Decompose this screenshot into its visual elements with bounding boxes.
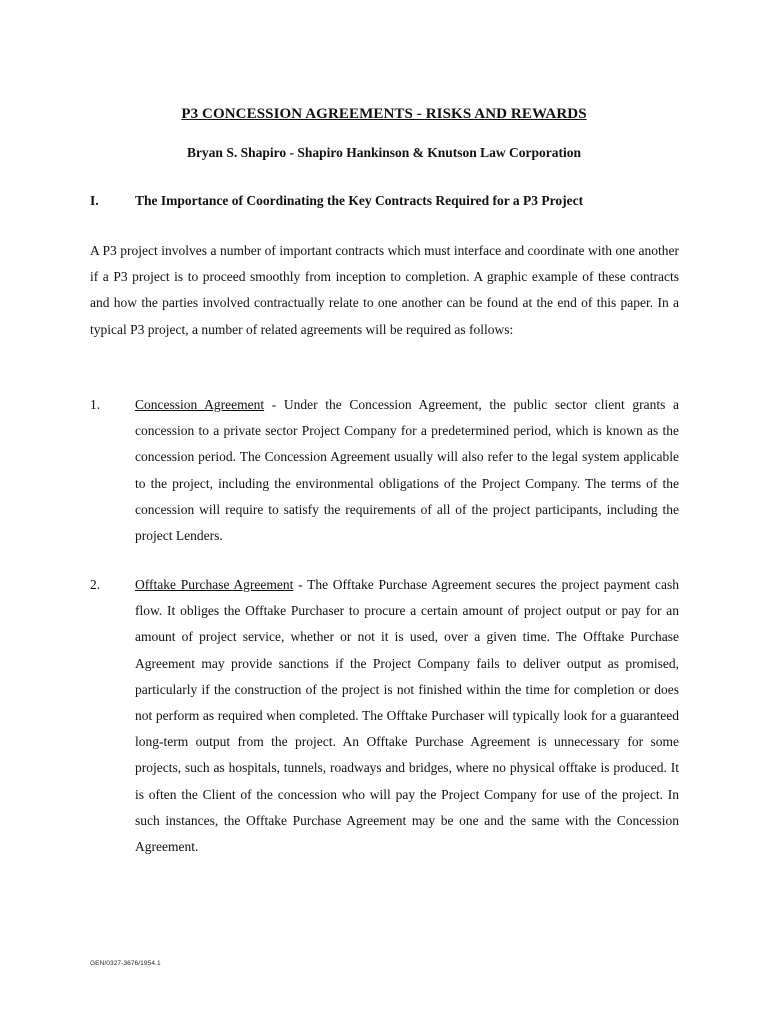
author-line: Bryan S. Shapiro - Shapiro Hankinson & Knutson Law Corporation (186, 145, 582, 160)
list-item-text: - Under the Concession Agreement, the public sector client grants a concession to a private sector Project Company for a predetermined period, which is known as the concession period. The Concession Agreement usually will also refer to the legal system applicable to the project, including the environmental obligations of the Project Company. The terms of the concession will require to satisfy the requirements of all of the project participants, including the project Lenders. (135, 397, 679, 544)
document-title: P3 CONCESSION AGREEMENTS - RISKS AND REWARDS (181, 106, 587, 122)
list-item-number: 1. (90, 397, 101, 412)
list-item-term: Offtake Purchase Agreement (135, 577, 294, 592)
list-item-text: - The Offtake Purchase Agreement secures the project payment cash flow. It obliges the Offtake Purchaser to procure a certain amount of project output or pay for an amount of project service, whether or not it is used, over a given time. The Offtake Purchase Agreement may provide sanctions if the Project Company fails to deliver output as promised, particularly if the construction of the project is not finished within the time for completion or does not perform as required when completed. The Offtake Purchaser will typically look for a guaranteed long-term output from the project. An Offtake Purchase Agreement is unnecessary for some projects, such as hospitals, tunnels, roadways and bridges, where no physical offtake is produced. It is often the Client of the concession who will pay the Project Company for use of the project. In such instances, the Offtake Purchase Agreement may be one and the same with the Concession Agreement. (135, 577, 679, 855)
section-number: I. (90, 193, 99, 208)
list-item (90, 392, 679, 549)
list-item-number: 2. (90, 577, 101, 592)
list-item-body (135, 572, 679, 860)
list-item-term: Concession Agreement (135, 397, 265, 412)
section-heading-text: The Importance of Coordinating the Key Contracts Required for a P3 Project (135, 193, 584, 208)
intro-paragraph: A P3 project involves a number of important contracts which must interface and coordinate with one another if a P3 project is to proceed smoothly from inception to completion. A graphic example of these contracts and how the parties involved contractually relate to one another can be found at the end of this paper. In a typical P3 project, a number of related agreements will be required as follows: (90, 243, 679, 337)
footer-document-code: GEN/0327-3676/1954.1 (90, 960, 161, 967)
list-item (90, 572, 679, 860)
list-item-body (135, 392, 679, 549)
